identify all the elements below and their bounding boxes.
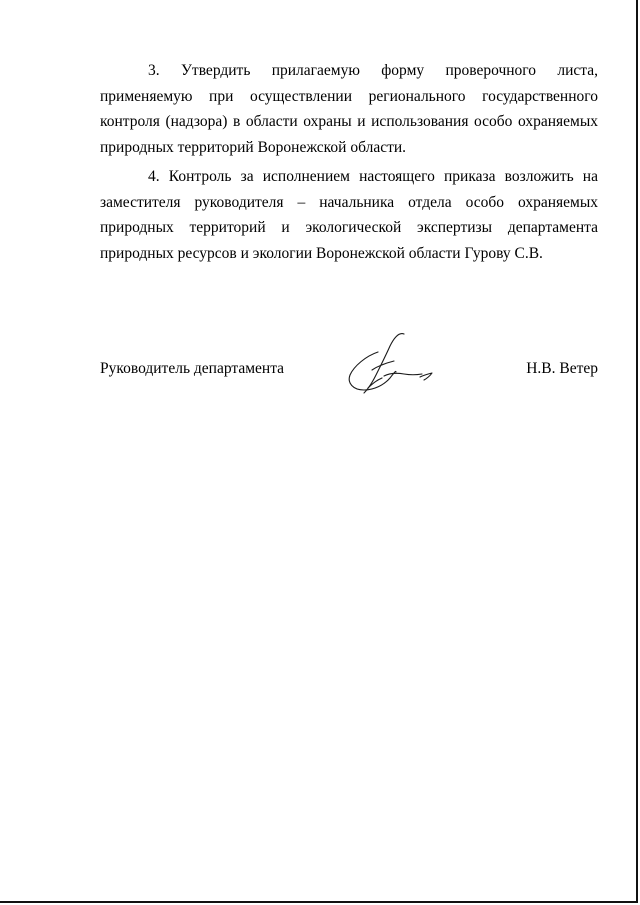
- signatory-name: Н.В. Ветер: [526, 360, 598, 377]
- paragraph-item-3: 3. Утвердить прилагаемую форму проверочного листа, применяемую при осуществлении регионального государственного контроля (надзора) в области охраны и использования особо охраняемых природных территорий Воронежской области.: [100, 62, 598, 157]
- document-body: [100, 58, 598, 270]
- handwritten-signature: [344, 330, 438, 400]
- paragraph-item-4: 4. Контроль за исполнением настоящего приказа возложить на заместителя руководителя – начальника отдела особо охраняемых природных территорий и экологической экспертизы департамента природных ресурсов и экологии Воронежской области Гурову С.В.: [100, 167, 598, 262]
- signatory-position: Руководитель департамента: [100, 360, 285, 377]
